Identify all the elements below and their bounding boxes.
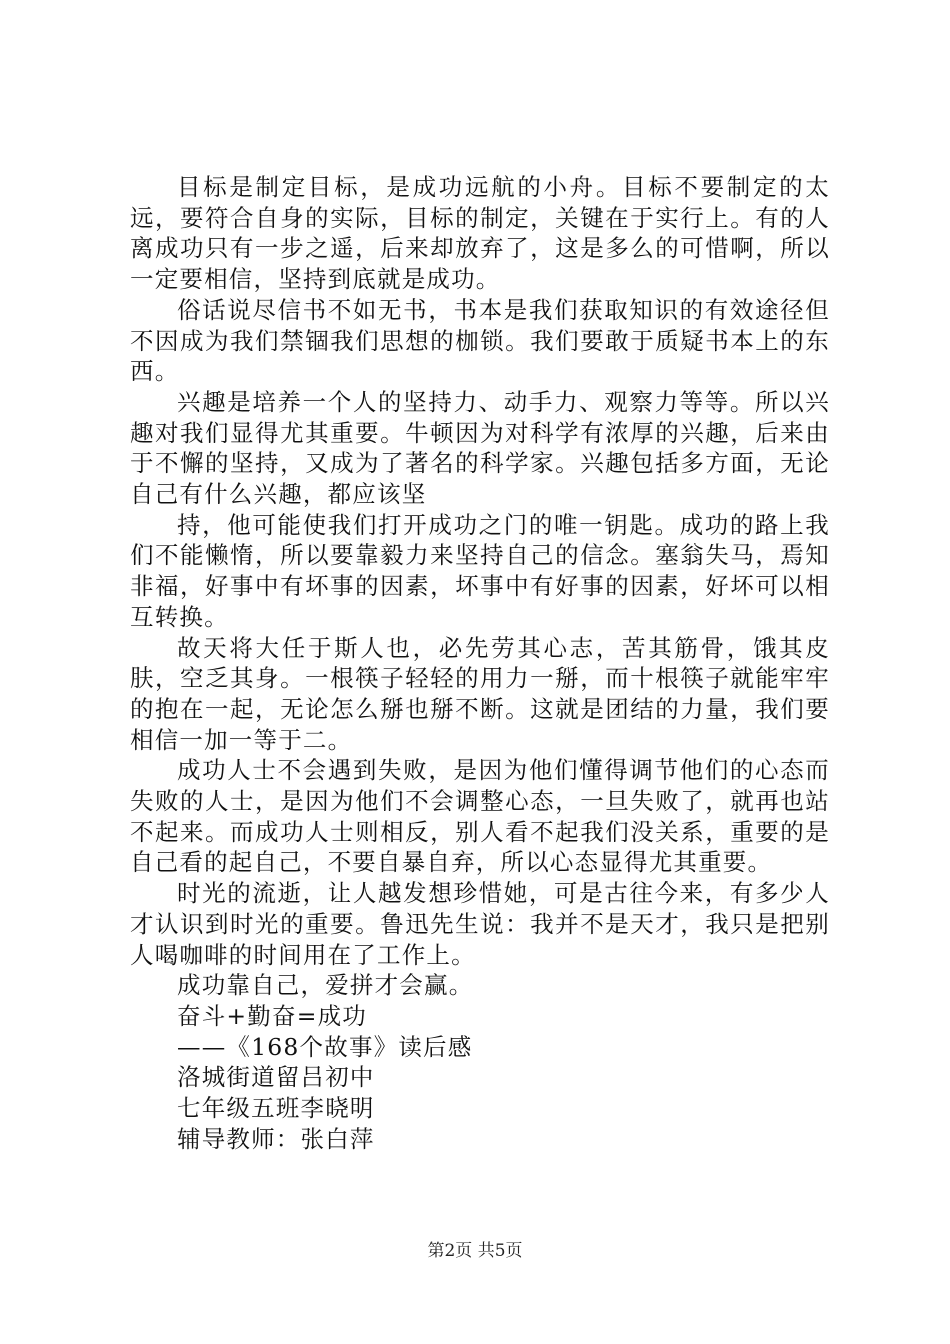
essay-subtitle: ——《168个故事》读后感 <box>177 1032 473 1061</box>
document-body <box>130 172 830 1155</box>
essay-title: 奋斗+勤奋=成功 <box>177 1001 367 1030</box>
paragraph-goals: 目标是制定目标，是成功远航的小舟。目标不要制定的太远，要符合自身的实际，目标的制定，关键在于实行上。有的人离成功只有一步之遥，后来却放弃了，这是多么的可惜啊，所以一定要相信，坚持到底就是成功。 <box>130 173 830 294</box>
paragraph-time: 时光的流逝，让人越发想珍惜她，可是古往今来，有多少人才认识到时光的重要。鲁迅先生说：我并不是天才，我只是把别人喝咖啡的时间用在了工作上。 <box>130 879 830 969</box>
paragraph-persistence: 持，他可能使我们打开成功之门的唯一钥匙。成功的路上我们不能懒惰，所以要靠毅力来坚持自己的信念。塞翁失马，焉知非福，好事中有坏事的因素，坏事中有好事的因素，好坏可以相互转换。 <box>130 510 830 631</box>
school-name: 洛城街道留吕初中 <box>177 1063 375 1092</box>
paragraph-unity: 故天将大任于斯人也，必先劳其心志，苦其筋骨，饿其皮肤，空乏其身。一根筷子轻轻的用力一掰，而十根筷子就能牢牢的抱在一起，无论怎么掰也掰不断。这就是团结的力量，我们要相信一加一等于二。 <box>130 633 830 754</box>
author-name: 七年级五班李晓明 <box>177 1094 375 1123</box>
paragraph-books: 俗话说尽信书不如无书，书本是我们获取知识的有效途径但不因成为我们禁锢我们思想的枷锁。我们要敢于质疑书本上的东西。 <box>130 295 830 386</box>
closing-motto: 成功靠自己，爱拼才会赢。 <box>177 971 474 1000</box>
page-number-footer: 第2页 共5页 <box>427 1241 523 1261</box>
paragraph-mindset: 成功人士不会遇到失败，是因为他们懂得调节他们的心态而失败的人士，是因为他们不会调整心态，一旦失败了，就再也站不起来。而成功人士则相反，别人看不起我们没关系，重要的是自己看的起自己，不要自暴自弃，所以心态显得尤其重要。 <box>130 756 830 877</box>
teacher-name: 辅导教师：张白萍 <box>177 1124 375 1153</box>
paragraph-interest: 兴趣是培养一个人的坚持力、动手力、观察力等等。所以兴趣对我们显得尤其重要。牛顿因为对科学有浓厚的兴趣，后来由于不懈的坚持，又成为了著名的科学家。兴趣包括多方面，无论自己有什么兴趣，都应该坚 <box>130 387 830 509</box>
